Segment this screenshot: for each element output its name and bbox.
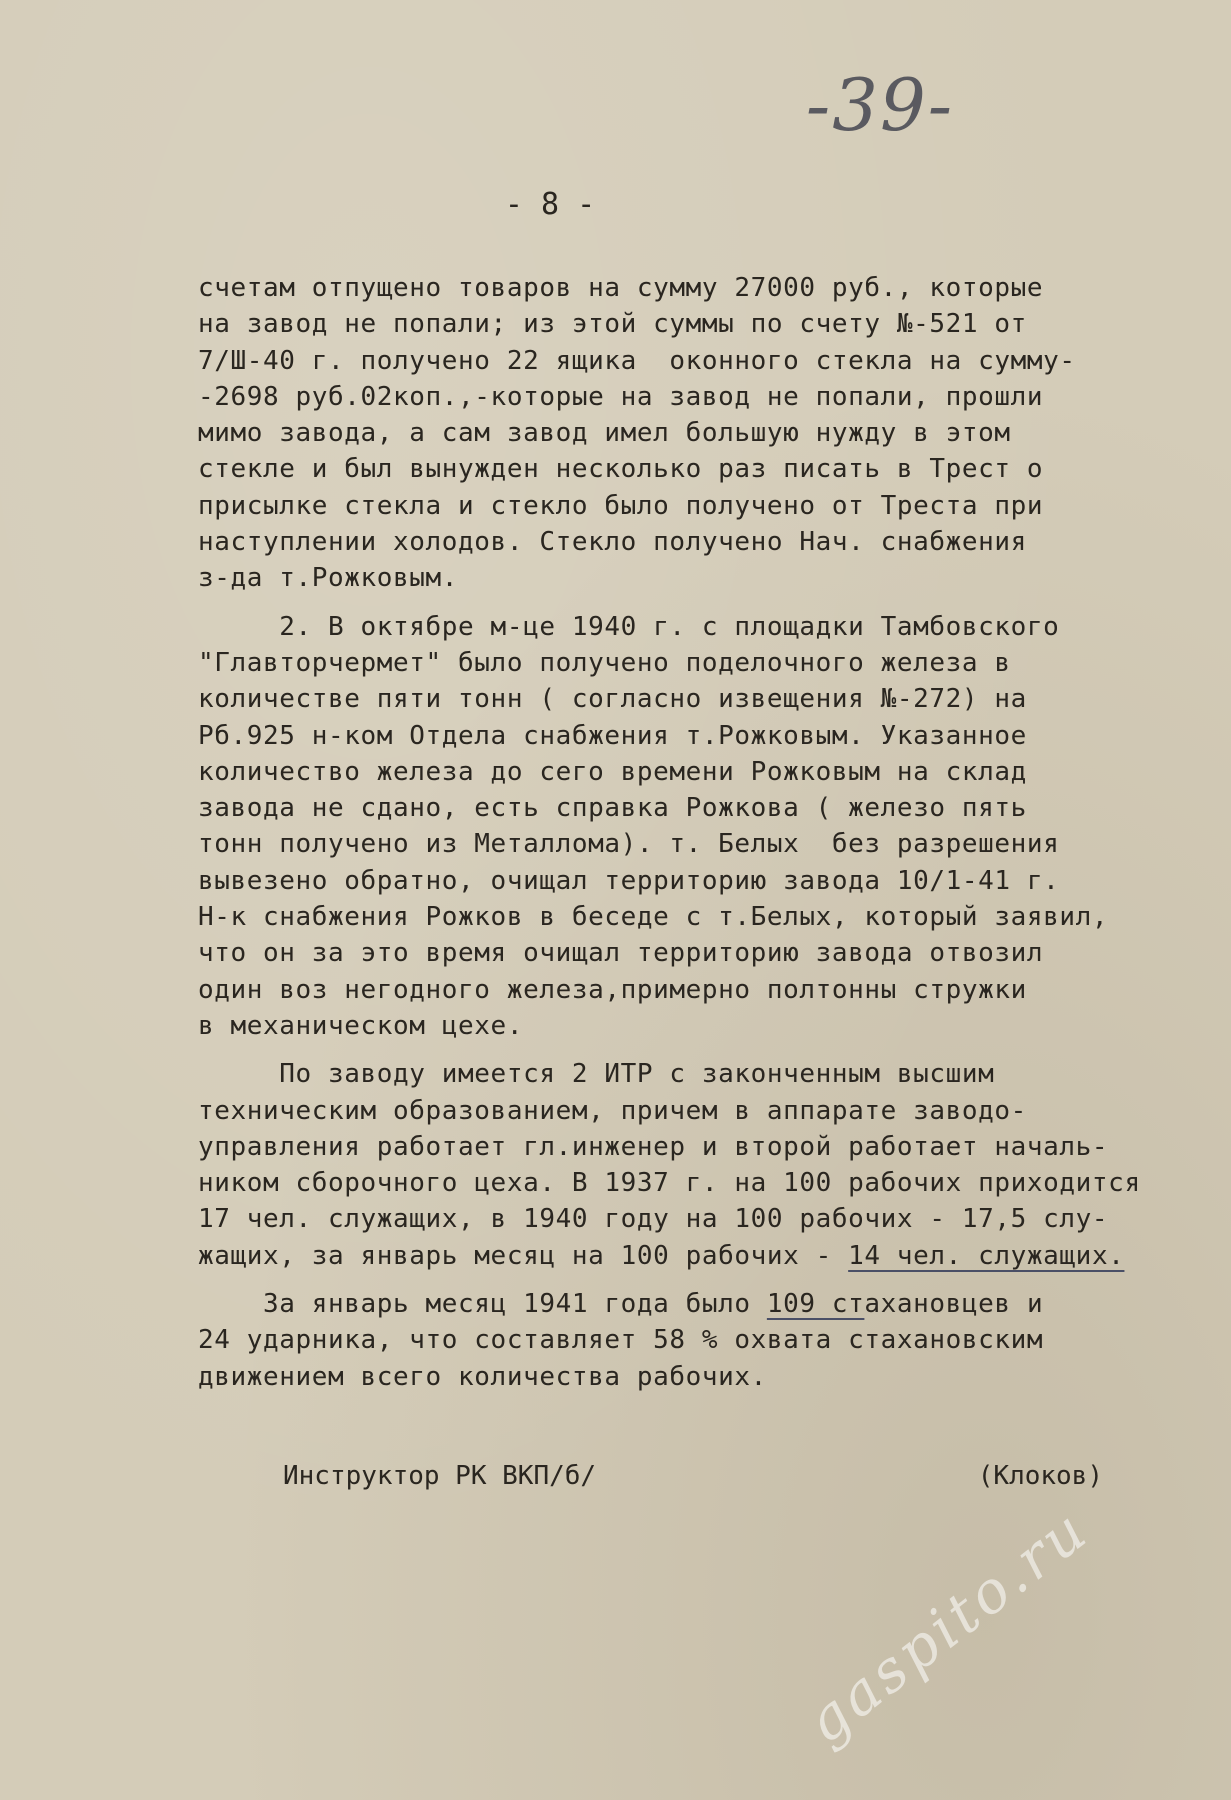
text-line: тонн получено из Металлома). т. Белых без разрешения <box>198 829 1060 860</box>
text-line <box>198 1286 1208 1322</box>
text-line: 24 ударника, что составляет 58 % охвата стахановским <box>198 1325 1044 1356</box>
text-line: движением всего количества рабочих. <box>198 1361 767 1392</box>
text-line: один воз негодного железа,примерно полтонны стружки <box>198 974 1027 1005</box>
paragraph-4 <box>198 1286 1208 1395</box>
underlined-text: 109 ст <box>766 1289 865 1320</box>
text-line: наступлении холодов. Стекло получено Нач. снабжения <box>198 527 1027 558</box>
text-line: управления работает гл.инженер и второй работает началь- <box>198 1131 1109 1162</box>
signatory-name: (Клоков) <box>977 1461 1103 1491</box>
text-segment: За январь месяц 1941 года было <box>198 1289 767 1320</box>
text-line: что он за это время очищал территорию завода отвозил <box>198 938 1044 969</box>
text-line: в механическом цехе. <box>198 1010 524 1041</box>
text-line: стекле и был вынужден несколько раз писать в Трест о <box>198 454 1044 485</box>
text-line: Рб.925 н-ком Отдела снабжения т.Рожковым. Указанное <box>198 720 1027 751</box>
text-line: мимо завода, а сам завод имел большую нужду в этом <box>198 418 1011 449</box>
text-line: По заводу имеется 2 ИТР с законченным высшим <box>198 1059 995 1090</box>
text-line: присылке стекла и стекло было получено от Треста при <box>198 490 1044 521</box>
text-line: 2. В октябре м-це 1940 г. с площадки Тамбовского <box>198 611 1060 642</box>
text-line: счетам отпущено товаров на сумму 27000 руб., которые <box>198 273 1044 303</box>
watermark: gaspito.ru <box>793 1494 1102 1757</box>
signatory-position: Инструктор РК ВКП/б/ <box>283 1461 597 1491</box>
paragraph-3 <box>198 1056 1208 1274</box>
text-segment: жащих, за январь месяц на 100 рабочих - <box>198 1240 849 1271</box>
text-line: Н-к снабжения Рожков в беседе с т.Белых, который заявил, <box>198 902 1109 933</box>
paragraph-1 <box>198 270 1208 597</box>
underlined-text: 14 чел. служащих. <box>848 1240 1125 1271</box>
text-line: количество железа до сего времени Рожковым на склад <box>198 756 1027 787</box>
document-body <box>198 258 1208 1395</box>
page-number: - 8 - <box>504 187 596 222</box>
text-line: 7/Ш-40 г. получено 22 ящика оконного стекла на сумму- <box>198 345 1076 376</box>
text-line <box>198 1238 1208 1274</box>
text-line: количестве пяти тонн ( согласно извещения №-272) на <box>198 684 1027 715</box>
text-segment: ахановцев и <box>864 1289 1044 1320</box>
text-line: завода не сдано, есть справка Рожкова ( железо пять <box>198 793 1027 824</box>
text-line: "Главторчермет" было получено поделочного железа в <box>198 647 1011 678</box>
text-line: ником сборочного цеха. В 1937 г. на 100 рабочих приходится <box>198 1168 1141 1199</box>
text-line: вывезено обратно, очищал территорию завода 10/1-41 г. <box>198 865 1060 896</box>
text-line: -2698 руб.02коп.,-которые на завод не попали, прошли <box>198 381 1044 412</box>
text-line: 17 чел. служащих, в 1940 году на 100 рабочих - 17,5 слу- <box>198 1204 1109 1235</box>
text-line: на завод не попали; из этой суммы по счету №-521 от <box>198 309 1027 340</box>
paragraph-2 <box>198 609 1208 1045</box>
text-line: техническим образованием, причем в аппарате заводо- <box>198 1095 1027 1126</box>
text-line: з-да т.Рожковым. <box>198 563 459 594</box>
folio-mark: -39- <box>805 63 955 147</box>
signature-block <box>283 1456 1103 1496</box>
